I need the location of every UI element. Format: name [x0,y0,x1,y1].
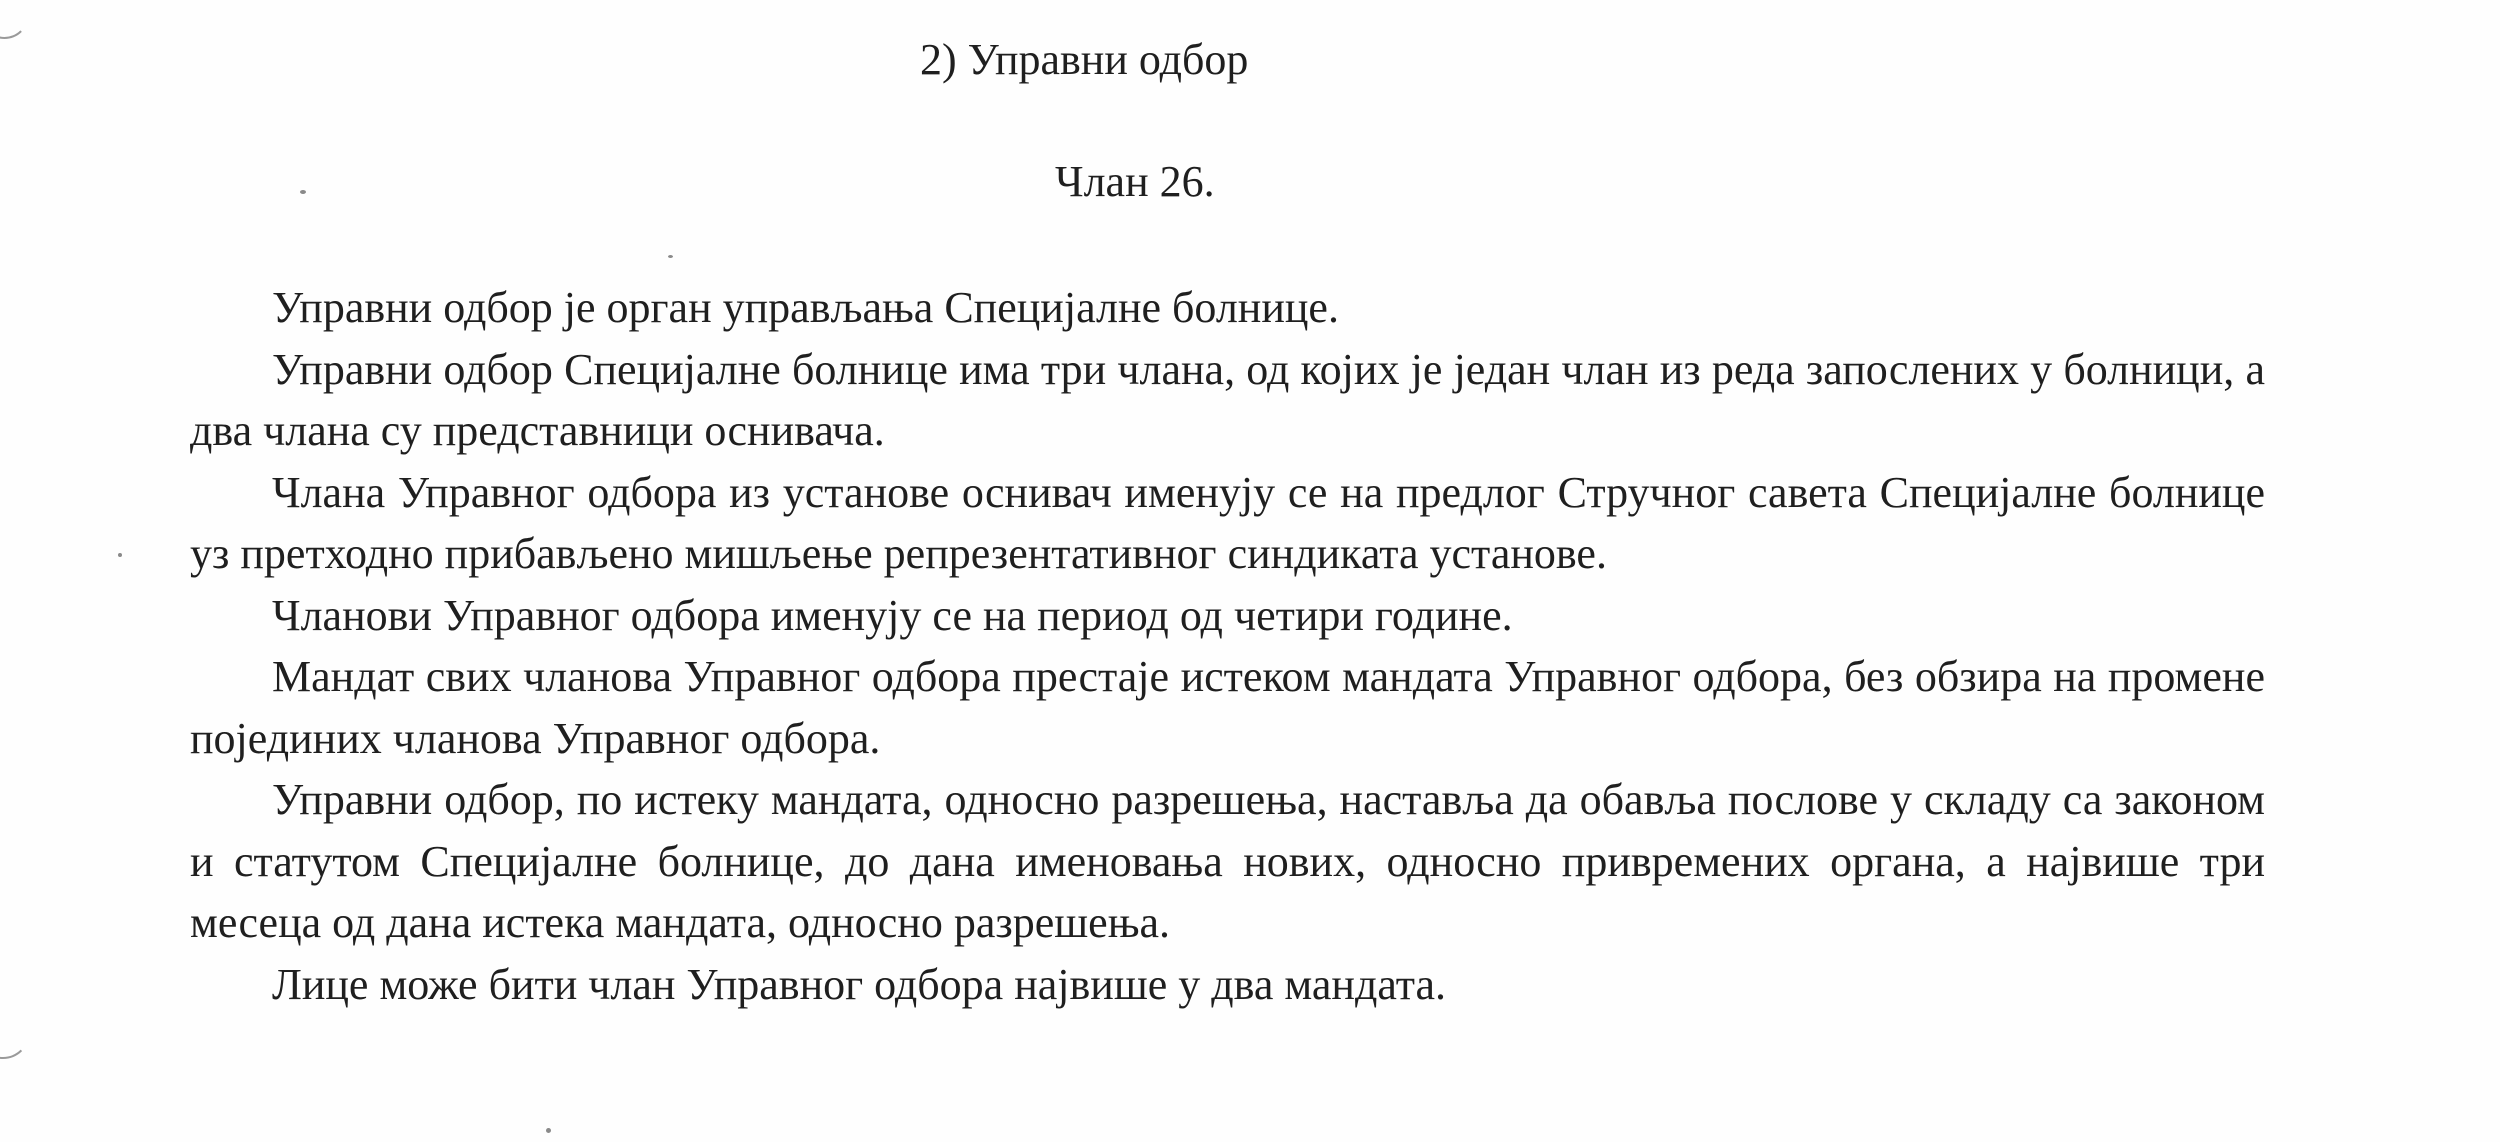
paragraph-7: Лице може бити члан Управног одбора највише у два мандата. [272,959,1447,1009]
scan-speck [300,190,306,194]
paragraph-4: Чланови Управног одбора именују се на период од четири године. [272,590,1513,640]
scan-edge-mark-top [0,0,29,39]
paragraph-1: Управни одбор је орган управљања Специјалне болнице. [272,283,1339,332]
article-body [190,277,2265,1015]
scan-speck [546,1128,551,1133]
scan-edge-mark-bottom [0,1005,30,1059]
article-heading: Члан 26. [1055,157,1215,206]
paragraph-5: Мандат свих чланова Управног одбора престаје истеком мандата Управног одбора, без обзира на промене појединих чланова Управног одбора. [190,652,2265,763]
paragraph-6: Управни одбор, по истеку мандата, односно разрешења, наставља да обавља послове у складу са законом и статутом Специјалне болнице, до дана именовања нових, односно привремених органа, а највише три месеца од дана истека мандата, односно разрешења. [190,775,2265,947]
scan-speck [118,553,122,557]
paragraph-2: Управни одбор Специјалне болнице има три члана, од којих је један члан из реда запослених у болници, а два члана су представници оснивача. [190,344,2265,455]
section-heading: 2) Управни одбор [920,35,1249,84]
paragraph-3: Члана Управног одбора из установе оснивач именују се на предлог Стручног савета Специјалне болнице уз претходно прибављено мишљење репрезентативног синдиката установе. [190,467,2265,578]
scan-speck [668,255,673,258]
